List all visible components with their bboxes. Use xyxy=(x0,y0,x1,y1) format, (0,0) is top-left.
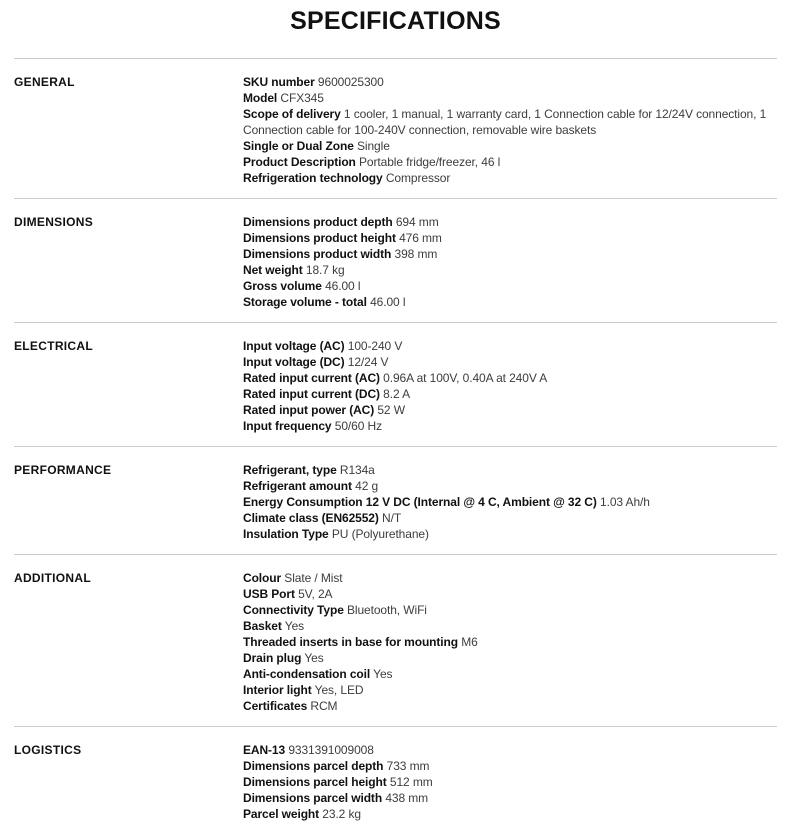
spec-key: USB Port xyxy=(243,587,295,601)
spec-section-additional xyxy=(14,554,777,726)
spec-row xyxy=(243,230,777,246)
spec-row xyxy=(243,90,777,106)
section-rows xyxy=(243,570,777,714)
spec-row xyxy=(243,246,777,262)
spec-row xyxy=(243,510,777,526)
spec-key: Anti-condensation coil xyxy=(243,667,371,681)
spec-row xyxy=(243,294,777,310)
section-label: ADDITIONAL xyxy=(14,571,91,585)
spec-value: PU (Polyurethane) xyxy=(331,527,429,541)
spec-key: Dimensions product height xyxy=(243,231,396,245)
spec-row xyxy=(243,214,777,230)
spec-value: Yes xyxy=(284,619,305,633)
section-label: GENERAL xyxy=(14,75,75,89)
spec-value: CFX345 xyxy=(280,91,324,105)
spec-row xyxy=(243,74,777,90)
spec-value: Yes xyxy=(373,667,393,681)
spec-value: 1 cooler, 1 manual, 1 warranty card, 1 Connection cable for 12/24V connection, 1 Connection cable for 100-240V connection, removable wire baskets xyxy=(243,107,767,137)
spec-row xyxy=(243,262,777,278)
spec-value: 694 mm xyxy=(395,215,439,229)
spec-row xyxy=(243,370,777,386)
spec-row xyxy=(243,774,777,790)
spec-value: 512 mm xyxy=(389,775,433,789)
spec-key: Refrigerant, type xyxy=(243,463,337,477)
spec-key: Single or Dual Zone xyxy=(243,139,354,153)
spec-key: Interior light xyxy=(243,683,312,697)
section-label: PERFORMANCE xyxy=(14,463,112,477)
spec-row xyxy=(243,462,777,478)
spec-row xyxy=(243,806,777,822)
section-label: DIMENSIONS xyxy=(14,215,94,229)
spec-row xyxy=(243,170,777,186)
spec-value: 438 mm xyxy=(385,791,429,805)
spec-section-performance xyxy=(14,446,777,554)
spec-value: 0.96A at 100V, 0.40A at 240V A xyxy=(383,371,548,385)
spec-row xyxy=(243,634,777,650)
spec-value: 398 mm xyxy=(394,247,438,261)
spec-key: Connectivity Type xyxy=(243,603,344,617)
spec-row xyxy=(243,138,777,154)
spec-row xyxy=(243,682,777,698)
spec-value: 9600025300 xyxy=(317,75,384,89)
spec-key: Rated input current (DC) xyxy=(243,387,380,401)
spec-value: 476 mm xyxy=(399,231,442,245)
spec-key: Refrigeration technology xyxy=(243,171,383,185)
spec-value: 1.03 Ah/h xyxy=(600,495,650,509)
spec-row xyxy=(243,570,777,586)
spec-value: 5V, 2A xyxy=(298,587,333,601)
spec-value: 42 g xyxy=(355,479,379,493)
spec-row xyxy=(243,790,777,806)
spec-key: Climate class (EN62552) xyxy=(243,511,379,525)
spec-key: EAN-13 xyxy=(243,743,286,757)
section-label: LOGISTICS xyxy=(14,743,82,757)
spec-key: Rated input current (AC) xyxy=(243,371,380,385)
spec-value: Bluetooth, WiFi xyxy=(347,603,427,617)
spec-key: Basket xyxy=(243,619,282,633)
spec-row xyxy=(243,698,777,714)
spec-key: Net weight xyxy=(243,263,303,277)
spec-section-electrical xyxy=(14,322,777,446)
spec-value: 8.2 A xyxy=(383,387,411,401)
spec-value: N/T xyxy=(382,511,402,525)
spec-row xyxy=(243,354,777,370)
spec-key: Dimensions product width xyxy=(243,247,392,261)
spec-value: Single xyxy=(357,139,390,153)
spec-key: Insulation Type xyxy=(243,527,329,541)
section-rows xyxy=(243,74,777,186)
spec-value: Yes xyxy=(304,651,324,665)
spec-key: Refrigerant amount xyxy=(243,479,352,493)
section-rows xyxy=(243,462,777,542)
spec-key: Dimensions parcel height xyxy=(243,775,387,789)
spec-key: Rated input power (AC) xyxy=(243,403,375,417)
section-rows xyxy=(243,742,777,822)
spec-key: Dimensions product depth xyxy=(243,215,393,229)
spec-key: Colour xyxy=(243,571,282,585)
spec-row xyxy=(243,650,777,666)
spec-key: Threaded inserts in base for mounting xyxy=(243,635,458,649)
spec-key: Scope of delivery xyxy=(243,107,341,121)
spec-row xyxy=(243,758,777,774)
spec-value: Yes, LED xyxy=(314,683,364,697)
spec-value: 733 mm xyxy=(386,759,430,773)
spec-key: Parcel weight xyxy=(243,807,320,821)
spec-row xyxy=(243,666,777,682)
spec-key: Energy Consumption 12 V DC (Internal @ 4 C, Ambient @ 32 C) xyxy=(243,495,597,509)
spec-key: Certificates xyxy=(243,699,308,713)
spec-key: Drain plug xyxy=(243,651,302,665)
spec-row xyxy=(243,418,777,434)
spec-row xyxy=(243,338,777,354)
spec-row xyxy=(243,154,777,170)
spec-key: Dimensions parcel width xyxy=(243,791,383,805)
spec-row xyxy=(243,586,777,602)
spec-key: SKU number xyxy=(243,75,315,89)
spec-row xyxy=(243,478,777,494)
spec-row xyxy=(243,618,777,634)
spec-value: RCM xyxy=(310,699,338,713)
spec-key: Gross volume xyxy=(243,279,322,293)
section-label: ELECTRICAL xyxy=(14,339,93,353)
spec-key: Input voltage (AC) xyxy=(243,339,345,353)
spec-value: 46.00 l xyxy=(325,279,361,293)
spec-value: Compressor xyxy=(385,171,451,185)
spec-key: Product Description xyxy=(243,155,356,169)
spec-row xyxy=(243,742,777,758)
section-rows xyxy=(243,214,777,310)
spec-value: R134a xyxy=(339,463,375,477)
spec-value: Slate / Mist xyxy=(284,571,343,585)
spec-row xyxy=(243,402,777,418)
spec-row xyxy=(243,278,777,294)
spec-section-dimensions xyxy=(14,198,777,322)
spec-row xyxy=(243,386,777,402)
spec-value: 52 W xyxy=(377,403,405,417)
spec-value: 18.7 kg xyxy=(305,263,345,277)
spec-row xyxy=(243,494,777,510)
page-title: SPECIFICATIONS xyxy=(290,7,501,35)
spec-value: M6 xyxy=(461,635,478,649)
section-rows xyxy=(243,338,777,434)
spec-value: 9331391009008 xyxy=(288,743,374,757)
spec-key: Input voltage (DC) xyxy=(243,355,345,369)
spec-key: Dimensions parcel depth xyxy=(243,759,384,773)
spec-sections xyxy=(14,58,777,824)
spec-value: 46.00 l xyxy=(370,295,406,309)
spec-value: 23.2 kg xyxy=(322,807,361,821)
spec-key: Model xyxy=(243,91,278,105)
spec-value: Portable fridge/freezer, 46 l xyxy=(359,155,501,169)
spec-row xyxy=(243,106,777,138)
spec-row xyxy=(243,526,777,542)
spec-key: Storage volume - total xyxy=(243,295,367,309)
spec-value: 12/24 V xyxy=(347,355,389,369)
spec-row xyxy=(243,602,777,618)
spec-section-general xyxy=(14,58,777,198)
spec-section-logistics xyxy=(14,726,777,824)
spec-value: 100-240 V xyxy=(347,339,403,353)
spec-value: 50/60 Hz xyxy=(334,419,382,433)
spec-key: Input frequency xyxy=(243,419,332,433)
